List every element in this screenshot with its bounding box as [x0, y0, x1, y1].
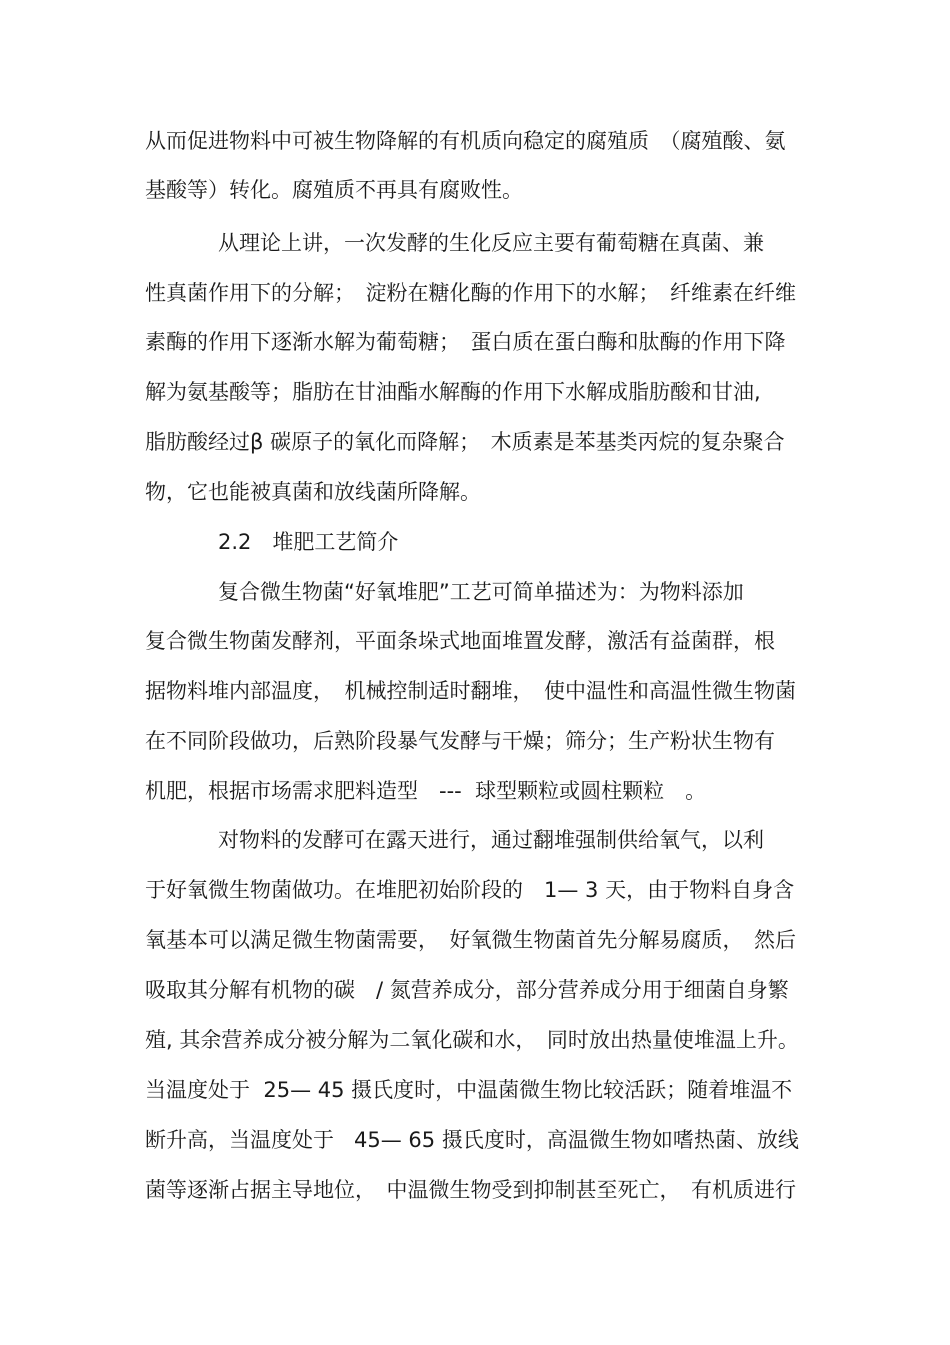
paragraph-line: 从而促进物料中可被生物降解的有机质向稳定的腐殖质 （腐殖酸、氨 — [145, 129, 786, 153]
paragraph-line: 氧基本可以满足微生物菌需要， 好氧微生物菌首先分解易腐质， 然后 — [145, 928, 796, 952]
paragraph-line: 机肥，根据市场需求肥料造型 --- 球型颗粒或圆柱颗粒 。 — [145, 779, 707, 803]
paragraph-line: 于好氧微生物菌做功。在堆肥初始阶段的 1— 3 天，由于物料自身含 — [145, 878, 795, 902]
paragraph-line: 在不同阶段做功，后熟阶段暴气发酵与干燥；筛分；生产粉状生物有 — [145, 729, 775, 753]
paragraph-line: 复合微生物菌发酵剂，平面条垛式地面堆置发酵，激活有益菌群，根 — [145, 629, 775, 653]
paragraph-line: 基酸等）转化。腐殖质不再具有腐败性。 — [145, 178, 523, 202]
paragraph-line: 吸取其分解有机物的碳 / 氮营养成分，部分营养成分用于细菌自身繁 — [145, 978, 789, 1002]
paragraph-line: 断升高，当温度处于 45— 65 摄氏度时，高温微生物如嗜热菌、放线 — [145, 1128, 799, 1152]
paragraph-line: 解为氨基酸等；脂肪在甘油酯水解酶的作用下水解成脂肪酸和甘油, — [145, 380, 761, 404]
paragraph-line: 脂肪酸经过β 碳原子的氧化而降解； 木质素是苯基类丙烷的复杂聚合 — [145, 430, 785, 454]
section-heading: 2.2 堆肥工艺简介 — [218, 530, 399, 554]
paragraph-line: 素酶的作用下逐渐水解为葡萄糖； 蛋白质在蛋白酶和肽酶的作用下降 — [145, 330, 786, 354]
paragraph-line: 复合微生物菌“好氧堆肥”工艺可简单描述为：为物料添加 — [218, 580, 744, 604]
paragraph-line: 据物料堆内部温度， 机械控制适时翻堆， 使中温性和高温性微生物菌 — [145, 679, 796, 703]
paragraph-line: 从理论上讲，一次发酵的生化反应主要有葡萄糖在真菌、兼 — [218, 231, 764, 255]
paragraph-line: 对物料的发酵可在露天进行，通过翻堆强制供给氧气，以利 — [218, 828, 764, 852]
paragraph-line: 性真菌作用下的分解； 淀粉在糖化酶的作用下的水解； 纤维素在纤维 — [145, 281, 796, 305]
paragraph-line: 物，它也能被真菌和放线菌所降解。 — [145, 480, 481, 504]
paragraph-line: 殖, 其余营养成分被分解为二氧化碳和水， 同时放出热量使堆温上升。 — [145, 1028, 799, 1052]
paragraph-line: 当温度处于 25— 45 摄氏度时，中温菌微生物比较活跃；随着堆温不 — [145, 1078, 793, 1102]
paragraph-line: 菌等逐渐占据主导地位， 中温微生物受到抑制甚至死亡， 有机质进行 — [145, 1178, 796, 1202]
